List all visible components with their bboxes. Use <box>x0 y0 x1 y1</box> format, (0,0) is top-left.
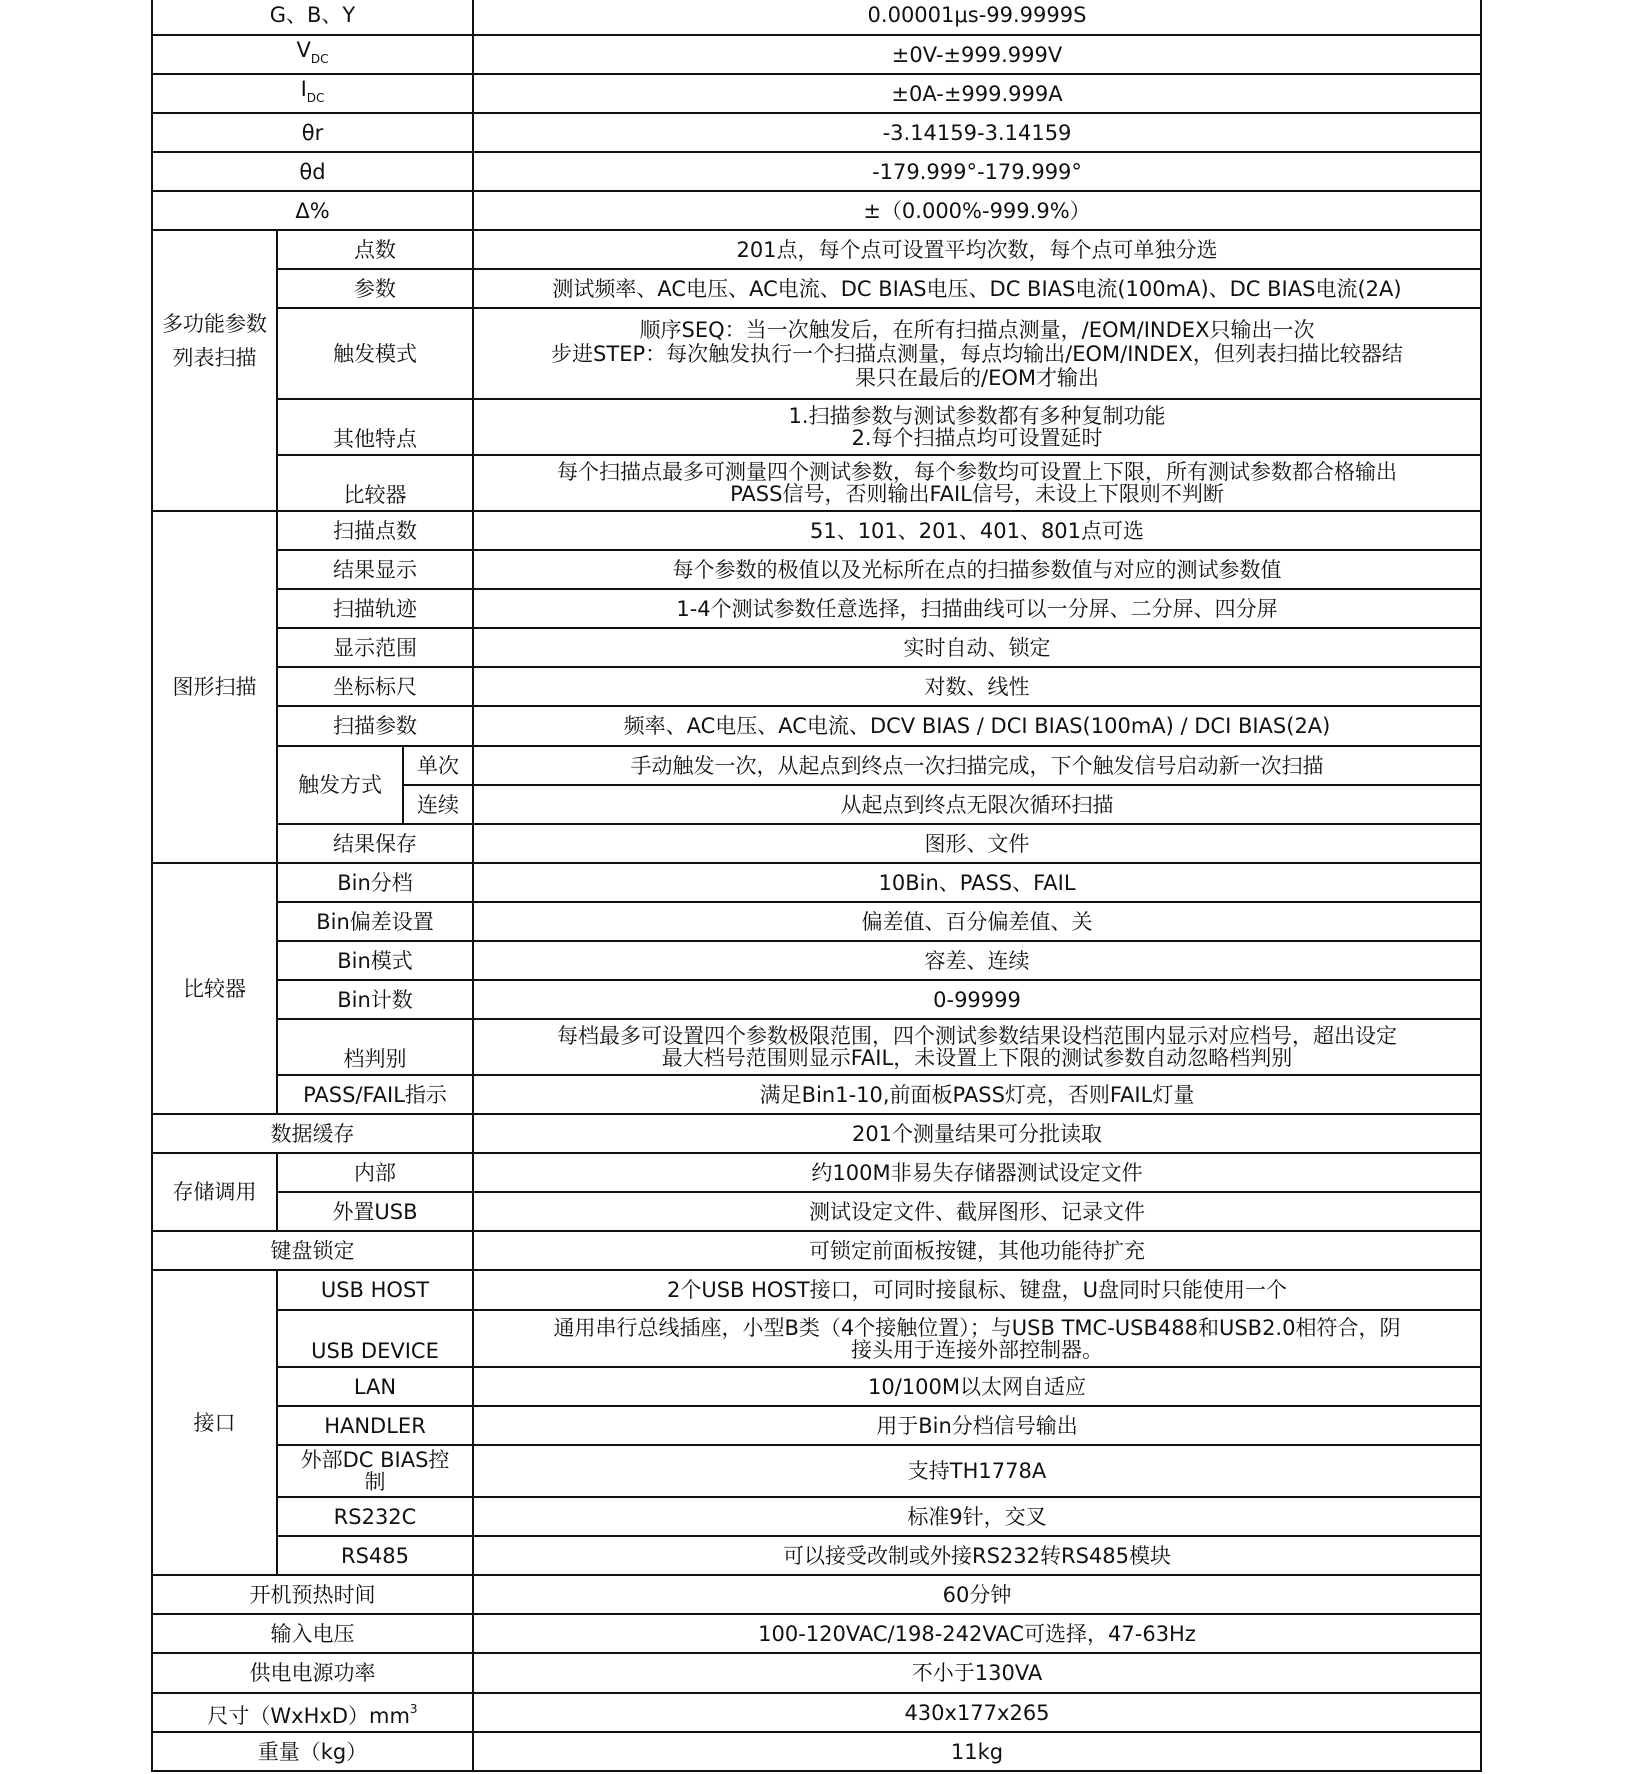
param-value: 可锁定前面板按键，其他功能待扩充 <box>473 1231 1481 1270</box>
param-value: 0-99999 <box>473 980 1481 1019</box>
param-label-trigger: 触发方式 <box>277 746 403 824</box>
value-line: 每个扫描点最多可测量四个测试参数，每个参数均可设置上下限，所有测试参数都合格输出 <box>557 460 1397 484</box>
value-line: 通用串行总线插座，小型B类（4个接触位置）；与USB TMC-USB488和USB2.0相符合，阴 <box>553 1315 1401 1340</box>
param-value: 图形、文件 <box>473 824 1481 863</box>
table-row <box>152 550 1481 589</box>
param-value <box>473 1019 1481 1075</box>
value-line: 果只在最后的/EOM才输出 <box>855 365 1099 390</box>
table-row <box>152 511 1481 550</box>
param-label: 扫描点数 <box>277 511 473 550</box>
param-label: PASS/FAIL指示 <box>277 1075 473 1114</box>
param-value: 测试频率、AC电压、AC电流、DC BIAS电压、DC BIAS电流(100mA)、DC BIAS电流(2A) <box>473 269 1481 308</box>
table-row <box>152 1367 1481 1406</box>
table-row <box>152 941 1481 980</box>
table-row <box>152 1653 1481 1693</box>
table-row <box>152 399 1481 455</box>
label-main: V <box>296 38 311 62</box>
table-row <box>152 152 1481 191</box>
param-label: 比较器 <box>277 455 473 511</box>
param-value: 1-4个测试参数任意选择，扫描曲线可以一分屏、二分屏、四分屏 <box>473 589 1481 628</box>
table-row <box>152 191 1481 230</box>
table-row <box>152 230 1481 269</box>
label-line: 制 <box>364 1470 386 1494</box>
sub-label-single: 单次 <box>403 746 473 785</box>
label-line: 外部DC BIAS控 <box>300 1448 450 1472</box>
param-value <box>473 455 1481 511</box>
param-label: 显示范围 <box>277 628 473 667</box>
table-row <box>152 1406 1481 1445</box>
param-value: -3.14159-3.14159 <box>473 113 1481 152</box>
value-line: 每档最多可设置四个参数极限范围，四个测试参数结果设档范围内显示对应档号，超出设定 <box>557 1024 1397 1048</box>
param-value: 10/100M以太网自适应 <box>473 1367 1481 1406</box>
spec-table <box>151 0 1482 1772</box>
value-line: 2.每个扫描点均可设置延时 <box>851 426 1103 450</box>
table-row <box>152 667 1481 706</box>
value-line: 接头用于连接外部控制器。 <box>851 1337 1103 1362</box>
table-row <box>152 1019 1481 1075</box>
param-label <box>152 74 473 113</box>
param-label: 参数 <box>277 269 473 308</box>
param-value: 10Bin、PASS、FAIL <box>473 863 1481 902</box>
param-label <box>152 1693 473 1732</box>
table-row <box>152 863 1481 902</box>
table-row <box>152 1497 1481 1536</box>
param-label: 内部 <box>277 1153 473 1192</box>
param-label: 数据缓存 <box>152 1114 473 1153</box>
param-value <box>473 308 1481 399</box>
value-line: PASS信号，否则输出FAIL信号，未设上下限则不判断 <box>730 482 1224 506</box>
table-row <box>152 980 1481 1019</box>
value-line: 最大档号范围则显示FAIL，未设置上下限的测试参数自动忽略档判别 <box>661 1046 1293 1070</box>
param-value: ±（0.000%-999.9%） <box>473 191 1481 230</box>
param-label: G、B、Y <box>152 0 473 35</box>
param-label: 开机预热时间 <box>152 1575 473 1614</box>
table-row <box>152 1231 1481 1270</box>
label-superscript: 3 <box>409 1702 418 1716</box>
param-label: 结果保存 <box>277 824 473 863</box>
param-value: 约100M非易失存储器测试设定文件 <box>473 1153 1481 1192</box>
param-label: 扫描参数 <box>277 706 473 746</box>
param-label <box>152 35 473 74</box>
table-row <box>152 1536 1481 1575</box>
table-row <box>152 1270 1481 1310</box>
label-main: 尺寸（WxHxD）mm <box>207 1704 410 1728</box>
label-subscript: DC <box>310 52 329 66</box>
table-row <box>152 824 1481 863</box>
param-value: 2个USB HOST接口，可同时接鼠标、键盘，U盘同时只能使用一个 <box>473 1270 1481 1310</box>
param-value: 60分钟 <box>473 1575 1481 1614</box>
table-row <box>152 1310 1481 1367</box>
param-label: RS232C <box>277 1497 473 1536</box>
param-value: 100-120VAC/198-242VAC可选择，47-63Hz <box>473 1614 1481 1653</box>
param-label: Δ% <box>152 191 473 230</box>
param-value: 测试设定文件、截屏图形、记录文件 <box>473 1192 1481 1231</box>
param-value: ±0A-±999.999A <box>473 74 1481 113</box>
param-label: 坐标标尺 <box>277 667 473 706</box>
param-label: Bin分档 <box>277 863 473 902</box>
param-value <box>473 399 1481 455</box>
param-value: 对数、线性 <box>473 667 1481 706</box>
table-row <box>152 1075 1481 1114</box>
sub-label-continuous: 连续 <box>403 785 473 824</box>
table-row <box>152 1693 1481 1732</box>
param-value: 0.00001μs-99.9999S <box>473 0 1481 35</box>
param-label: θr <box>152 113 473 152</box>
table-row <box>152 1614 1481 1653</box>
param-label: Bin计数 <box>277 980 473 1019</box>
table-row <box>152 35 1481 74</box>
table-row <box>152 628 1481 667</box>
param-label: 档判别 <box>277 1019 473 1075</box>
table-row <box>152 455 1481 511</box>
table-row <box>152 308 1481 399</box>
value-line: 1.扫描参数与测试参数都有多种复制功能 <box>788 404 1166 428</box>
table-row <box>152 269 1481 308</box>
param-value: 不小于130VA <box>473 1653 1481 1693</box>
param-label: 扫描轨迹 <box>277 589 473 628</box>
table-row <box>152 589 1481 628</box>
param-value <box>473 1310 1481 1367</box>
param-label: 外置USB <box>277 1192 473 1231</box>
param-label: Bin模式 <box>277 941 473 980</box>
group-label-interface: 接口 <box>152 1270 277 1575</box>
param-value: 偏差值、百分偏差值、关 <box>473 902 1481 941</box>
group-label-comparator: 比较器 <box>152 863 277 1114</box>
param-value: 手动触发一次，从起点到终点一次扫描完成，下个触发信号启动新一次扫描 <box>473 746 1481 785</box>
param-label: 重量（kg） <box>152 1732 473 1771</box>
label-subscript: DC <box>306 91 325 105</box>
param-label <box>277 1445 473 1497</box>
param-value: 201点，每个点可设置平均次数，每个点可单独分选 <box>473 230 1481 269</box>
param-value: 从起点到终点无限次循环扫描 <box>473 785 1481 824</box>
param-label: LAN <box>277 1367 473 1406</box>
param-label: Bin偏差设置 <box>277 902 473 941</box>
value-line: 步进STEP：每次触发执行一个扫描点测量，每点均输出/EOM/INDEX，但列表扫描比较器结 <box>551 341 1403 366</box>
param-value: 频率、AC电压、AC电流、DCV BIAS / DCI BIAS(100mA) / DCI BIAS(2A) <box>473 706 1481 746</box>
label-main: I <box>300 77 307 101</box>
param-value: 430x177x265 <box>473 1693 1481 1732</box>
table-row <box>152 0 1481 35</box>
param-value: 支持TH1778A <box>473 1445 1481 1497</box>
param-value: 用于Bin分档信号输出 <box>473 1406 1481 1445</box>
table-row <box>152 746 1481 785</box>
param-label: 输入电压 <box>152 1614 473 1653</box>
param-value: 容差、连续 <box>473 941 1481 980</box>
param-label: 供电电源功率 <box>152 1653 473 1693</box>
param-label: USB HOST <box>277 1270 473 1310</box>
table-row <box>152 1445 1481 1497</box>
table-row <box>152 1153 1481 1192</box>
table-row <box>152 1192 1481 1231</box>
param-label: USB DEVICE <box>277 1310 473 1367</box>
param-value: 51、101、201、401、801点可选 <box>473 511 1481 550</box>
param-value: 11kg <box>473 1732 1481 1771</box>
param-value: 201个测量结果可分批读取 <box>473 1114 1481 1153</box>
table-row <box>152 113 1481 152</box>
value-line: 顺序SEQ：当一次触发后，在所有扫描点测量，/EOM/INDEX只输出一次 <box>639 317 1315 342</box>
param-label: 键盘锁定 <box>152 1231 473 1270</box>
table-row <box>152 706 1481 746</box>
table-row <box>152 1732 1481 1771</box>
table-row <box>152 902 1481 941</box>
param-label: θd <box>152 152 473 191</box>
param-value: -179.999°-179.999° <box>473 152 1481 191</box>
param-label: RS485 <box>277 1536 473 1575</box>
table-row <box>152 1575 1481 1614</box>
param-label: 点数 <box>277 230 473 269</box>
table-row <box>152 1114 1481 1153</box>
param-value: 标准9针，交叉 <box>473 1497 1481 1536</box>
param-label: 结果显示 <box>277 550 473 589</box>
param-value: 实时自动、锁定 <box>473 628 1481 667</box>
param-value: 满足Bin1-10,前面板PASS灯亮，否则FAIL灯量 <box>473 1075 1481 1114</box>
group-label-graph-sweep: 图形扫描 <box>152 511 277 863</box>
table-row <box>152 74 1481 113</box>
param-value: ±0V-±999.999V <box>473 35 1481 74</box>
group-label-storage: 存储调用 <box>152 1153 277 1231</box>
group-label-list-sweep: 多功能参数列表扫描 <box>152 230 277 511</box>
param-label: 触发模式 <box>277 308 473 399</box>
param-label: HANDLER <box>277 1406 473 1445</box>
param-label: 其他特点 <box>277 399 473 455</box>
param-value: 每个参数的极值以及光标所在点的扫描参数值与对应的测试参数值 <box>473 550 1481 589</box>
param-value: 可以接受改制或外接RS232转RS485模块 <box>473 1536 1481 1575</box>
